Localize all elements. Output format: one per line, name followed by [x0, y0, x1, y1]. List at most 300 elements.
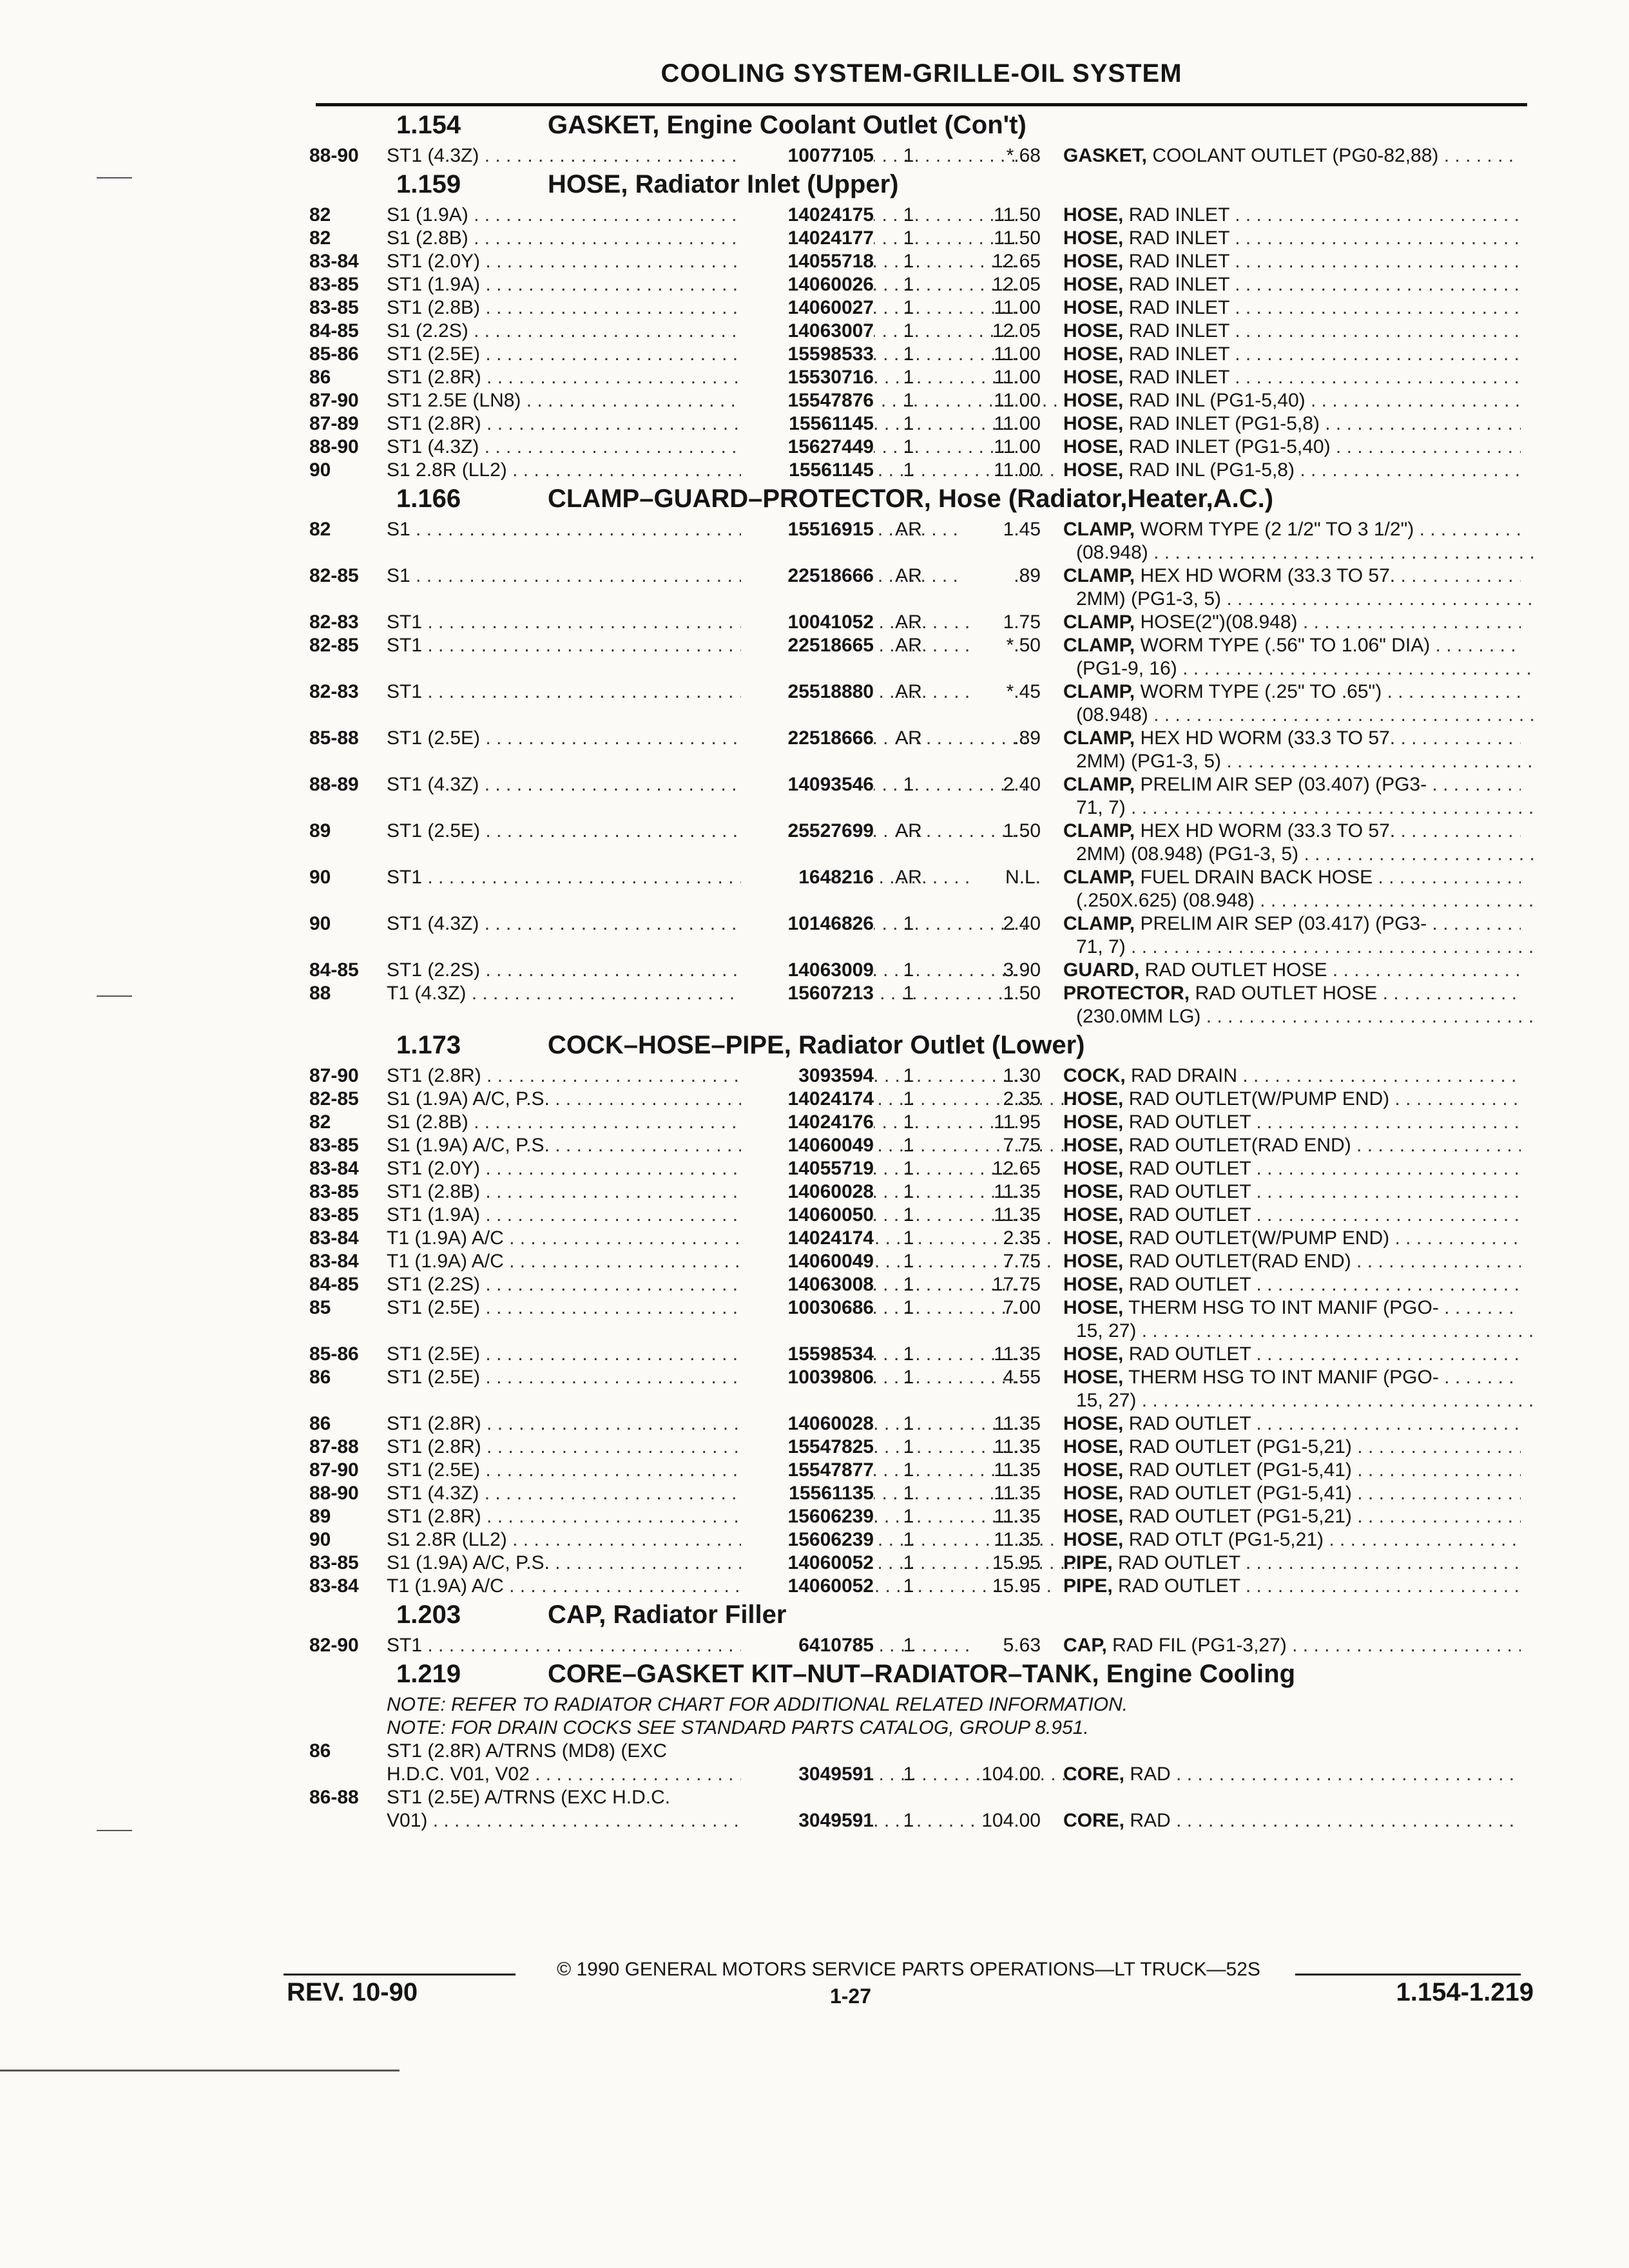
part-description	[1063, 1482, 1521, 1505]
footer-copyright: © 1990 GENERAL MOTORS SERVICE PARTS OPERATIONS—LT TRUCK—52S	[557, 1959, 1260, 1980]
price: 12.05	[992, 274, 1041, 295]
part-number: 15598533	[741, 343, 874, 366]
quantity: 1	[903, 1135, 914, 1156]
description-keyword: HOSE,	[1063, 1436, 1124, 1457]
table-row	[309, 1809, 1534, 1832]
price: 7.75	[1003, 1135, 1041, 1156]
part-description-text: CORE, RAD	[1063, 1810, 1171, 1831]
model-year: 82	[309, 227, 331, 249]
model-year: 82-83	[309, 611, 359, 633]
price: 11.00	[994, 459, 1041, 481]
model-year: 82-85	[309, 565, 359, 586]
part-description-text: (08.948)	[1076, 542, 1148, 563]
model-application-text: ST1 (4.3Z)	[387, 1483, 479, 1504]
table-row	[309, 1227, 1534, 1250]
price: 104.00	[981, 1763, 1041, 1785]
model-application-text: S1 (2.8B)	[387, 227, 468, 249]
quantity: 1	[903, 1552, 914, 1573]
table-row	[309, 1296, 1534, 1320]
part-description	[1063, 412, 1521, 436]
price: 104.00	[981, 1810, 1041, 1831]
quantity: 1	[903, 1483, 914, 1504]
part-description	[1063, 1064, 1521, 1088]
model-application-text: H.D.C. V01, V02	[387, 1763, 530, 1785]
footer-rule-right	[1295, 1974, 1521, 1975]
model-year: 82-85	[309, 1088, 359, 1110]
table-row	[309, 518, 1534, 541]
price: 11.35	[994, 1204, 1041, 1225]
quantity: AR	[895, 820, 922, 841]
part-description-text: HOSE, RAD OUTLET(RAD END)	[1063, 1135, 1351, 1156]
table-row	[309, 1412, 1534, 1436]
part-description	[1076, 750, 1534, 773]
model-year: 88-90	[309, 1483, 359, 1504]
part-description-text: HOSE, RAD INL (PG1-5,8)	[1063, 459, 1295, 481]
part-description	[1063, 982, 1521, 1005]
table-row	[309, 1459, 1534, 1482]
model-application-text: S1 2.8R (LL2)	[387, 1529, 507, 1550]
part-description-text: HOSE, RAD OUTLET(W/PUMP END)	[1063, 1227, 1390, 1249]
part-description-text: CLAMP, HEX HD WORM (33.3 TO 57.	[1063, 820, 1396, 841]
description-keyword: CAP,	[1063, 1635, 1107, 1656]
part-number: 14060050	[741, 1204, 874, 1227]
quantity: 1	[903, 204, 914, 226]
model-application-text: S1 (1.9A)	[387, 204, 468, 226]
table-row	[309, 296, 1534, 320]
description-keyword: CLAMP,	[1063, 635, 1135, 656]
price: 12.65	[992, 1158, 1041, 1179]
table-row	[309, 1005, 1534, 1028]
part-number: 15547825	[741, 1436, 874, 1459]
quantity: 1	[903, 145, 914, 166]
part-number: 14055719	[741, 1157, 874, 1180]
table-row	[309, 1389, 1534, 1412]
price: 12.65	[992, 251, 1041, 272]
part-description-text: CLAMP, WORM TYPE (.25" TO .65")	[1063, 681, 1382, 702]
table-row	[309, 959, 1534, 982]
description-keyword: HOSE,	[1063, 1297, 1124, 1318]
part-number: 6410785	[741, 1634, 874, 1657]
model-application-text: T1 (4.3Z)	[387, 983, 467, 1004]
part-description-text: CLAMP, PRELIM AIR SEP (03.417) (PG3-	[1063, 913, 1427, 934]
description-keyword: CLAMP,	[1063, 774, 1135, 795]
part-number: 14055718	[741, 250, 874, 273]
part-description-text: 2MM) (08.948) (PG1-3, 5)	[1076, 843, 1299, 865]
table-row	[309, 727, 1534, 750]
quantity: 1	[903, 274, 914, 295]
model-application-text: S1 (2.8B)	[387, 1111, 468, 1133]
part-number: 14060028	[741, 1412, 874, 1436]
part-number: 22518666	[741, 564, 874, 588]
section-title: COCK–HOSE–PIPE, Radiator Outlet (Lower)	[548, 1031, 1085, 1059]
model-application	[387, 1740, 667, 1763]
model-application-text: ST1 (2.8B)	[387, 297, 481, 318]
part-number: 10077105	[741, 144, 874, 168]
model-application-text: S1	[387, 519, 410, 540]
part-description-text: 15, 27)	[1076, 1390, 1137, 1411]
table-row	[309, 459, 1534, 482]
part-description	[1076, 1320, 1534, 1343]
description-keyword: CLAMP,	[1063, 913, 1135, 934]
price: 11.00	[994, 390, 1041, 411]
description-keyword: HOSE,	[1063, 320, 1124, 341]
part-description	[1063, 959, 1521, 982]
table-row	[309, 611, 1534, 634]
part-number: 14060049	[741, 1250, 874, 1273]
model-application-text: ST1 (4.3Z)	[387, 774, 479, 795]
part-description	[1063, 320, 1521, 343]
footer-rule-left	[284, 1974, 516, 1975]
description-keyword: CLAMP,	[1063, 681, 1135, 702]
table-row	[309, 750, 1534, 773]
part-description-text: (230.0MM LG)	[1076, 1006, 1201, 1027]
part-number: 14060049	[741, 1134, 874, 1157]
model-application-text: ST1 (2.8R)	[387, 413, 481, 434]
model-application-text: ST1 (2.0Y)	[387, 1158, 481, 1179]
price: 11.00	[994, 343, 1041, 365]
part-number: 10039806	[741, 1366, 874, 1389]
part-description-text: HOSE, RAD INLET (PG1-5,40)	[1063, 436, 1331, 457]
part-description	[1063, 1763, 1521, 1786]
part-description	[1063, 634, 1521, 657]
section-title: CORE–GASKET KIT–NUT–RADIATOR–TANK, Engine Cooling	[548, 1660, 1296, 1688]
description-keyword: HOSE,	[1063, 436, 1124, 457]
price: 11.00	[994, 436, 1041, 457]
part-number: 14063009	[741, 959, 874, 982]
table-row	[309, 343, 1534, 366]
part-description	[1076, 1389, 1534, 1412]
table-row	[309, 889, 1534, 912]
part-number: 14060052	[741, 1552, 874, 1575]
part-number: 10030686	[741, 1296, 874, 1320]
part-description-text: CLAMP, HEX HD WORM (33.3 TO 57.	[1063, 565, 1396, 586]
part-description	[1076, 588, 1534, 611]
price: 11.00	[994, 297, 1041, 318]
part-number: 15561135	[741, 1482, 874, 1505]
part-description-text: HOSE, THERM HSG TO INT MANIF (PGO-	[1063, 1297, 1439, 1318]
part-number: 22518666	[741, 727, 874, 750]
price: 15.95	[992, 1552, 1041, 1573]
part-description-text: HOSE, THERM HSG TO INT MANIF (PGO-	[1063, 1367, 1439, 1388]
price: 11.35	[994, 1436, 1041, 1457]
price: 11.35	[994, 1506, 1041, 1527]
part-number: 15598534	[741, 1343, 874, 1366]
model-year: 82-85	[309, 635, 359, 656]
page-number: 1-27	[829, 1984, 872, 2008]
table-row	[309, 1157, 1534, 1180]
part-description-text: HOSE, RAD OUTLET	[1063, 1181, 1251, 1202]
quantity: 1	[903, 1436, 914, 1457]
table-row	[309, 541, 1534, 564]
description-keyword: PROTECTOR,	[1063, 983, 1190, 1004]
quantity: 1	[903, 913, 914, 934]
table-row	[309, 1273, 1534, 1296]
part-description-text: HOSE, RAD OUTLET	[1063, 1111, 1251, 1133]
part-number: 3049591	[741, 1763, 874, 1786]
table-row	[309, 1134, 1534, 1157]
table-row	[309, 1552, 1534, 1575]
table-row	[309, 273, 1534, 296]
scan-mark	[0, 2070, 400, 2071]
model-year: 83-84	[309, 1227, 359, 1249]
part-description	[1063, 866, 1521, 889]
part-description-text: HOSE, RAD INLET	[1063, 204, 1229, 226]
price: 11.00	[994, 413, 1041, 434]
part-description-text: HOSE, RAD OUTLET	[1063, 1343, 1251, 1365]
part-number: 22518665	[741, 634, 874, 657]
part-description	[1063, 1436, 1521, 1459]
quantity: 1	[903, 320, 914, 341]
quantity: 1	[903, 1506, 914, 1527]
model-application-text: S1	[387, 565, 410, 586]
table-row	[309, 1204, 1534, 1227]
part-description	[1063, 1088, 1521, 1111]
table-row	[309, 1250, 1534, 1273]
part-number: 10146826	[741, 912, 874, 936]
part-description	[1063, 1552, 1521, 1575]
part-description-text: HOSE, RAD OUTLET	[1063, 1158, 1251, 1179]
part-description-text: HOSE, RAD INLET	[1063, 274, 1229, 295]
quantity: AR	[895, 565, 922, 586]
part-description	[1063, 518, 1521, 541]
part-description	[1063, 227, 1521, 250]
part-description	[1063, 1296, 1521, 1320]
quantity: 1	[903, 390, 914, 411]
section-title: HOSE, Radiator Inlet (Upper)	[548, 170, 899, 198]
quantity: AR	[895, 611, 922, 633]
model-application-text: ST1 (4.3Z)	[387, 145, 479, 166]
quantity: 1	[903, 1297, 914, 1318]
part-number: 14093546	[741, 773, 874, 796]
part-description-text: GASKET, COOLANT OUTLET (PG0-82,88)	[1063, 145, 1439, 166]
price: N.L.	[1005, 867, 1041, 888]
table-row	[309, 227, 1534, 250]
model-application-text: ST1	[387, 681, 423, 702]
model-year: 87-88	[309, 1436, 359, 1457]
model-year: 82-90	[309, 1635, 359, 1656]
model-application-text: ST1 (2.5E)	[387, 1459, 481, 1481]
part-description-text: 71, 7)	[1076, 797, 1126, 818]
part-description	[1076, 843, 1534, 866]
price: 3.90	[1003, 959, 1041, 981]
part-description-text: HOSE, RAD INLET	[1063, 320, 1229, 341]
part-description-text: HOSE, RAD OUTLET	[1063, 1204, 1251, 1225]
quantity: 1	[903, 1181, 914, 1202]
part-description-text: CLAMP, WORM TYPE (2 1/2" TO 3 1/2")	[1063, 519, 1414, 540]
model-application-text: ST1 (2.2S)	[387, 1274, 481, 1295]
description-keyword: HOSE,	[1063, 1181, 1124, 1202]
model-year: 83-84	[309, 251, 359, 272]
scan-mark	[97, 1830, 132, 1831]
description-keyword: HOSE,	[1063, 459, 1124, 481]
model-application-text: ST1 (2.5E)	[387, 343, 481, 365]
model-application-text: ST1 (2.5E)	[387, 1367, 481, 1388]
description-keyword: PIPE,	[1063, 1552, 1113, 1573]
part-description	[1063, 204, 1521, 227]
part-number: 15561145	[741, 412, 874, 436]
part-description	[1063, 1634, 1521, 1657]
part-description	[1063, 1343, 1521, 1366]
description-keyword: CLAMP,	[1063, 611, 1135, 633]
model-year: 88-89	[309, 774, 359, 795]
part-number: 25527699	[741, 820, 874, 843]
part-number: 14060052	[741, 1575, 874, 1598]
part-description	[1063, 366, 1521, 389]
table-row	[309, 250, 1534, 273]
description-keyword: HOSE,	[1063, 343, 1124, 365]
model-application	[387, 1786, 670, 1809]
part-number: 14063008	[741, 1273, 874, 1296]
quantity: 1	[903, 774, 914, 795]
price: 1.50	[1003, 983, 1041, 1004]
model-year: 83-85	[309, 1552, 359, 1573]
model-year: 85-86	[309, 1343, 359, 1365]
table-row	[309, 773, 1534, 796]
part-description	[1063, 1250, 1521, 1273]
section-heading	[309, 1028, 1534, 1064]
model-year: 82	[309, 1111, 331, 1133]
table-row	[309, 1320, 1534, 1343]
part-number: 14060028	[741, 1180, 874, 1204]
model-application-text: ST1 (1.9A)	[387, 1204, 481, 1225]
description-keyword: HOSE,	[1063, 390, 1124, 411]
section-number: 1.203	[396, 1600, 461, 1629]
model-application-text: ST1 (4.3Z)	[387, 913, 479, 934]
part-number: 3093594	[741, 1064, 874, 1088]
part-description	[1063, 1157, 1521, 1180]
model-application-text: V01)	[387, 1810, 428, 1831]
description-keyword: HOSE,	[1063, 1204, 1124, 1225]
parts-listing	[309, 108, 1534, 1832]
part-description-text: HOSE, RAD OUTLET(W/PUMP END)	[1063, 1088, 1390, 1110]
part-description	[1063, 1227, 1521, 1250]
table-row	[309, 1505, 1534, 1528]
part-description-text: (08.948)	[1076, 704, 1148, 726]
table-row	[309, 1343, 1534, 1366]
table-row	[309, 1763, 1534, 1786]
description-keyword: CLAMP,	[1063, 820, 1135, 841]
quantity: 1	[903, 1343, 914, 1365]
price: 1.50	[1003, 820, 1041, 841]
table-row	[309, 412, 1534, 436]
table-row	[309, 564, 1534, 588]
price: 2.35	[1003, 1227, 1041, 1249]
part-number: 14024177	[741, 227, 874, 250]
quantity: AR	[895, 635, 922, 656]
price: 11.95	[994, 1111, 1041, 1133]
description-keyword: HOSE,	[1063, 1251, 1124, 1272]
model-year: 87-90	[309, 390, 359, 411]
part-description-text: GUARD, RAD OUTLET HOSE	[1063, 959, 1327, 981]
description-keyword: HOSE,	[1063, 204, 1124, 226]
part-description-text: 2MM) (PG1-3, 5)	[1076, 588, 1222, 610]
model-year: 86	[309, 1740, 331, 1762]
table-row	[309, 320, 1534, 343]
quantity: 1	[903, 1274, 914, 1295]
model-application-text: ST1 (2.8R)	[387, 1436, 481, 1457]
section-title: GASKET, Engine Coolant Outlet (Con't)	[548, 111, 1027, 139]
table-row	[309, 866, 1534, 889]
part-description-text: HOSE, RAD OUTLET	[1063, 1413, 1251, 1434]
model-application-text: ST1 (2.5E) A/TRNS (EXC H.D.C.	[387, 1787, 671, 1808]
part-number: 14024176	[741, 1111, 874, 1134]
quantity: 1	[903, 1088, 914, 1110]
description-keyword: HOSE,	[1063, 1506, 1124, 1527]
description-keyword: HOSE,	[1063, 1088, 1124, 1110]
description-keyword: COCK,	[1063, 1065, 1126, 1086]
part-number: 15547876	[741, 389, 874, 412]
model-application-text: ST1 (2.2S)	[387, 959, 481, 981]
model-year: 83-85	[309, 1135, 359, 1156]
price: .89	[1014, 727, 1041, 749]
model-year: 87-90	[309, 1459, 359, 1481]
model-application-text: S1 2.8R (LL2)	[387, 459, 507, 481]
model-application-text: ST1	[387, 1635, 423, 1656]
model-year: 83-84	[309, 1158, 359, 1179]
page-header	[316, 57, 1527, 106]
part-description	[1063, 680, 1521, 704]
table-row	[309, 389, 1534, 412]
section-title: CLAMP–GUARD–PROTECTOR, Hose (Radiator,Heater,A.C.)	[548, 485, 1274, 513]
part-description	[1063, 1575, 1521, 1598]
part-description	[1063, 1111, 1521, 1134]
quantity: 1	[903, 1065, 914, 1086]
model-year: 83-85	[309, 274, 359, 295]
price: 2.35	[1003, 1088, 1041, 1110]
model-year: 90	[309, 867, 331, 888]
model-year: 83-84	[309, 1251, 359, 1272]
price: .89	[1014, 565, 1041, 586]
table-row	[309, 1528, 1534, 1552]
model-year: 89	[309, 1506, 331, 1527]
model-application-text: ST1 (2.8R)	[387, 367, 481, 388]
price: 1.30	[1003, 1065, 1041, 1086]
price: 12.05	[992, 320, 1041, 341]
part-number: 1648216	[741, 866, 874, 889]
description-keyword: HOSE,	[1063, 1158, 1124, 1179]
description-keyword: CORE,	[1063, 1810, 1125, 1831]
table-row	[309, 796, 1534, 820]
part-number: 15516915	[741, 518, 874, 541]
part-description-text: CLAMP, HEX HD WORM (33.3 TO 57.	[1063, 727, 1396, 749]
model-year: 85	[309, 1297, 331, 1318]
model-application-text: ST1 (2.5E)	[387, 727, 481, 749]
price: *.68	[1006, 145, 1041, 166]
model-application-text: ST1 (2.8B)	[387, 1181, 481, 1202]
section-range: 1.154-1.219	[1396, 1978, 1534, 2006]
description-keyword: HOSE,	[1063, 1529, 1124, 1550]
model-year: 84-85	[309, 320, 359, 341]
part-description	[1076, 889, 1534, 912]
part-number: 14060026	[741, 273, 874, 296]
model-year: 85-86	[309, 343, 359, 365]
section-number: 1.173	[396, 1031, 461, 1059]
part-number: 15627449	[741, 436, 874, 459]
part-number: 14024174	[741, 1227, 874, 1250]
part-description-text: CLAMP, WORM TYPE (.56" TO 1.06" DIA)	[1063, 635, 1431, 656]
part-description-text: CLAMP, FUEL DRAIN BACK HOSE	[1063, 867, 1373, 888]
price: 1.45	[1003, 519, 1041, 540]
section-number: 1.159	[396, 170, 461, 198]
description-keyword: GUARD,	[1063, 959, 1140, 981]
part-description-text: CAP, RAD FIL (PG1-3,27)	[1063, 1635, 1287, 1656]
model-year: 86	[309, 1413, 331, 1434]
table-row	[309, 982, 1534, 1005]
table-row	[309, 1180, 1534, 1204]
part-description-text: CLAMP, HOSE(2")(08.948)	[1063, 611, 1298, 633]
part-number: 10041052	[741, 611, 874, 634]
model-year: 82-83	[309, 681, 359, 702]
